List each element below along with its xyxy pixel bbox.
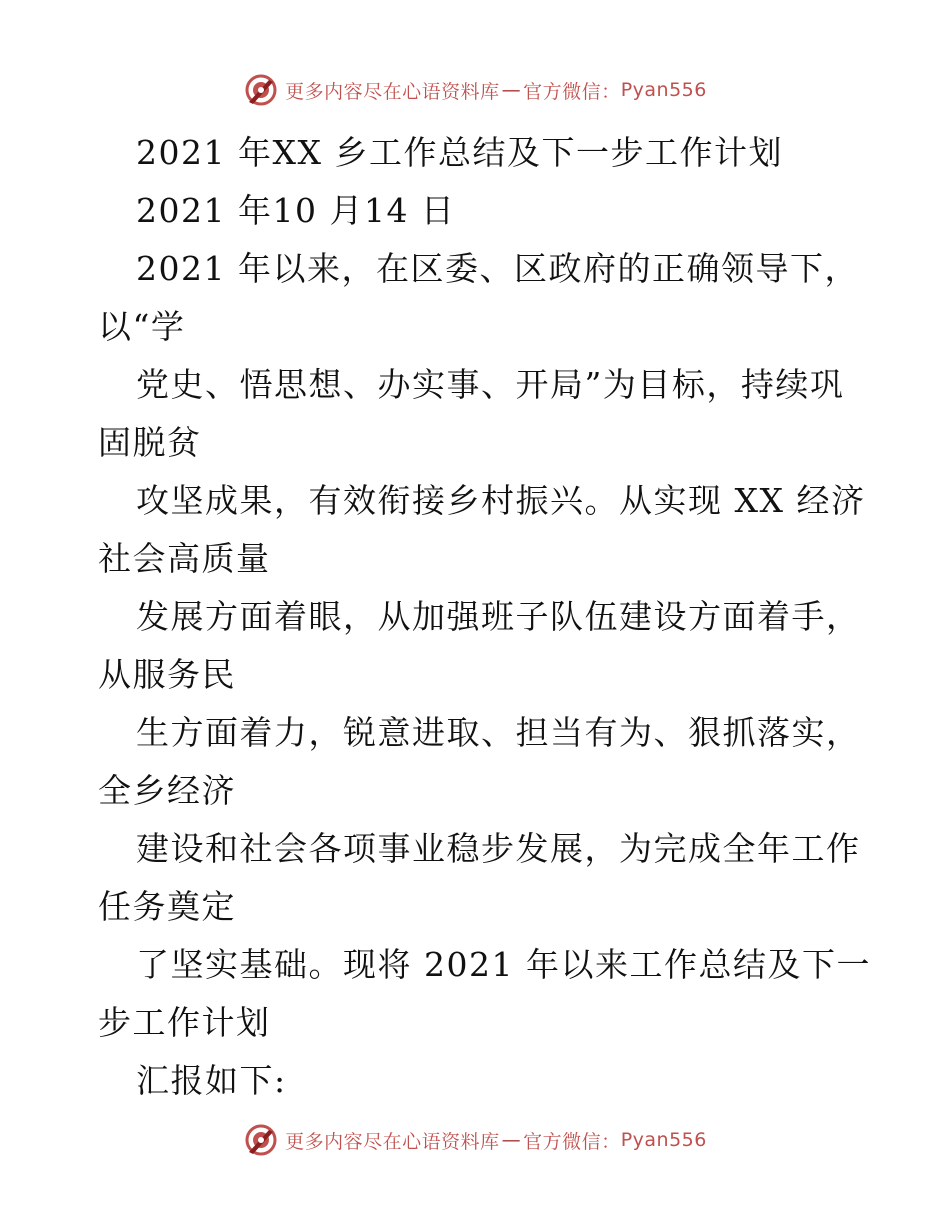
watermark-wechat-id: Pyan556 xyxy=(620,1129,707,1151)
watermark-separator: — xyxy=(501,79,522,101)
watermark-separator: — xyxy=(501,1129,522,1151)
paragraph-line: 步工作计划 xyxy=(98,1003,271,1042)
watermark-wechat-label: 官方微信： xyxy=(523,1130,621,1153)
quill-pen-seal-icon xyxy=(243,72,279,108)
watermark-wechat-id: Pyan556 xyxy=(620,79,707,101)
document-date: 2021 年10 月14 日 xyxy=(136,191,456,230)
document-body xyxy=(98,124,871,1110)
watermark-text: 更多内容尽在心语资料库 xyxy=(285,1130,500,1153)
header-watermark xyxy=(0,70,950,110)
document-title: 2021 年XX 乡工作总结及下一步工作计划 xyxy=(136,133,783,172)
paragraph-line: 全乡经济 xyxy=(98,771,236,810)
watermark-wechat-label: 官方微信： xyxy=(523,80,621,103)
paragraph-line: 攻坚成果，有效衔接乡村振兴。从实现 XX 经济 xyxy=(136,481,866,520)
paragraph-line: 生方面着力，锐意进取、担当有为、狠抓落实， xyxy=(136,713,861,752)
paragraph-line: 建设和社会各项事业稳步发展，为完成全年工作 xyxy=(136,829,861,868)
paragraph-line: 以“学 xyxy=(98,307,186,346)
paragraph-line: 汇报如下: xyxy=(136,1061,287,1100)
paragraph-line: 党史、悟思想、办实事、开局”为目标，持续巩 xyxy=(136,365,845,404)
paragraph-line: 了坚实基础。现将 2021 年以来工作总结及下一 xyxy=(136,945,871,984)
paragraph-line: 2021 年以来，在区委、区政府的正确领导下， xyxy=(136,249,859,288)
quill-pen-seal-icon xyxy=(243,1122,279,1158)
paragraph-line: 固脱贫 xyxy=(98,423,202,462)
paragraph-line: 从服务民 xyxy=(98,655,236,694)
paragraph-line: 任务奠定 xyxy=(98,887,236,926)
watermark-text: 更多内容尽在心语资料库 xyxy=(285,80,500,103)
footer-watermark xyxy=(0,1120,950,1160)
paragraph-line: 发展方面着眼，从加强班子队伍建设方面着手， xyxy=(136,597,861,636)
paragraph-line: 社会高质量 xyxy=(98,539,271,578)
